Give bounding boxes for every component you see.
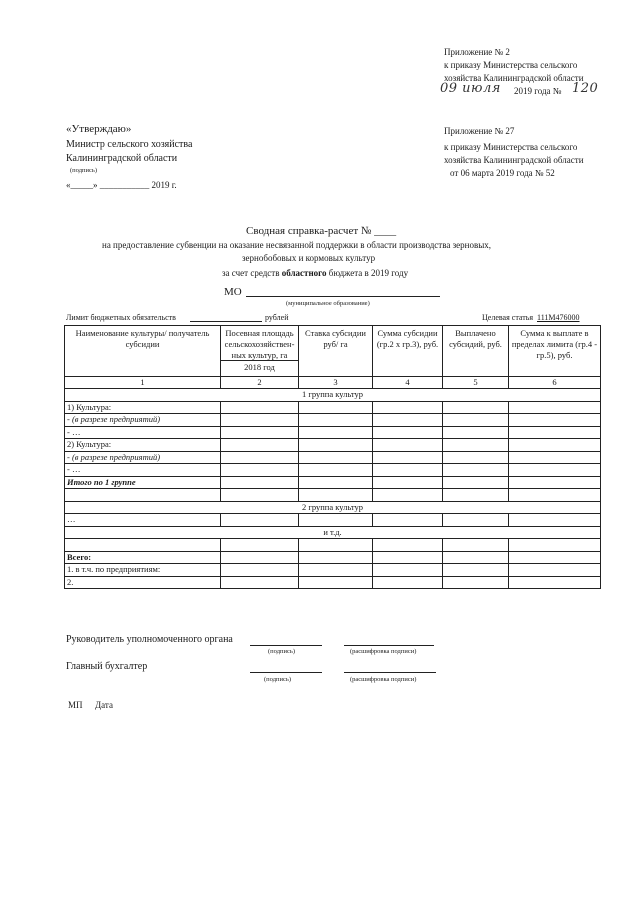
approve-sign-caption: (подпись) <box>70 167 97 174</box>
col-number: 3 <box>299 377 373 389</box>
row-dots2: - … <box>65 464 221 477</box>
col-number: 6 <box>509 377 601 389</box>
col-number: 2 <box>221 377 299 389</box>
head-sign-line <box>250 645 322 646</box>
accountant-label: Главный бухгалтер <box>66 661 148 672</box>
header-area-text: Посевная площадь сельскохозяйствен-ных культур, га <box>224 328 295 360</box>
appendix-top-year: 2019 года № <box>514 86 562 96</box>
row-etc: и т.д. <box>65 526 601 539</box>
row-culture2: 2) Культура: <box>65 439 221 452</box>
appendix-top-line3: хозяйства Калининградской области <box>444 73 584 83</box>
appendix-right-line4: от 06 марта 2019 года № 52 <box>450 168 555 178</box>
row-incl: 1. в т.ч. по предприятиям: <box>65 564 221 577</box>
limit-line <box>190 321 262 322</box>
appendix-right-line1: Приложение № 27 <box>444 126 515 136</box>
row-enterprises2: - (в разрезе предприятий) <box>65 451 221 464</box>
subsidy-table <box>64 325 601 589</box>
appendix-right-line3: хозяйства Калининградской области <box>444 155 584 165</box>
row-culture1: 1) Культура: <box>65 401 221 414</box>
row-enterprises: - (в разрезе предприятий) <box>65 414 221 427</box>
header-year: 2018 год <box>221 360 298 374</box>
approve-date-line: «_____» ___________ 2019 г. <box>66 180 177 190</box>
appendix-top-line2: к приказу Министерства сельского <box>444 60 578 70</box>
appendix-right-line2: к приказу Министерства сельского <box>444 142 578 152</box>
approve-line2: Калининградской области <box>66 153 178 164</box>
header-area <box>221 326 299 377</box>
target-value: 111M476000 <box>537 313 580 322</box>
date-label: Дата <box>95 700 113 710</box>
header-paid: Выплачено субсидий, руб. <box>443 326 509 377</box>
head-sign-caption: (подпись) <box>268 648 295 655</box>
mp-label: МП <box>68 700 83 710</box>
head-decode-caption: (расшифровка подписи) <box>350 648 417 655</box>
header-to-pay: Сумма к выплате в пределах лимита (гр.4 - гр.5), руб. <box>509 326 601 377</box>
row-dots3: … <box>65 514 221 527</box>
accountant-sign-line <box>250 672 322 673</box>
approve-line1: Министр сельского хозяйства <box>66 139 193 150</box>
limit-label: Лимит бюджетных обязательств <box>66 313 176 322</box>
appendix-top-line1: Приложение № 2 <box>444 47 510 57</box>
group2-row: 2 группа культур <box>65 501 601 514</box>
document-title: Сводная справка-расчет № ____ <box>246 225 397 237</box>
heading-line3: за счет средств областного бюджета в 2019 году <box>222 268 409 278</box>
header-rate: Ставка субсидии руб/ га <box>299 326 373 377</box>
limit-unit: рублей <box>265 313 289 322</box>
heading-line1: на предоставление субвенции на оказание несвязанной поддержки в области производства зерновых, <box>102 240 492 250</box>
header-sum: Сумма субсидии (гр.2 х гр.3), руб. <box>373 326 443 377</box>
row-two: 2. <box>65 576 221 589</box>
accountant-decode-caption: (расшифровка подписи) <box>350 676 417 683</box>
header-culture: Наименование культуры/ получатель субсидии <box>65 326 221 377</box>
head-label: Руководитель уполномоченного органа <box>66 634 233 645</box>
handwritten-date: 09 июля <box>440 81 501 96</box>
col-number: 4 <box>373 377 443 389</box>
approve-title: «Утверждаю» <box>66 123 132 135</box>
col-number: 5 <box>443 377 509 389</box>
heading-line2: зернобобовых и кормовых культур <box>242 253 376 263</box>
accountant-decode-line <box>344 672 436 673</box>
accountant-sign-caption: (подпись) <box>264 676 291 683</box>
mo-label: МО <box>224 286 242 298</box>
row-total-group1: Итого по 1 группе <box>65 476 221 489</box>
row-dots: - … <box>65 426 221 439</box>
mo-caption: (муниципальное образование) <box>286 300 370 307</box>
target-label: Целевая статья <box>482 313 534 322</box>
handwritten-number: 120 <box>572 81 599 96</box>
head-decode-line <box>344 645 434 646</box>
mo-line <box>246 296 440 297</box>
col-number: 1 <box>65 377 221 389</box>
group1-row: 1 группа культур <box>65 389 601 402</box>
row-total: Всего: <box>65 551 221 564</box>
